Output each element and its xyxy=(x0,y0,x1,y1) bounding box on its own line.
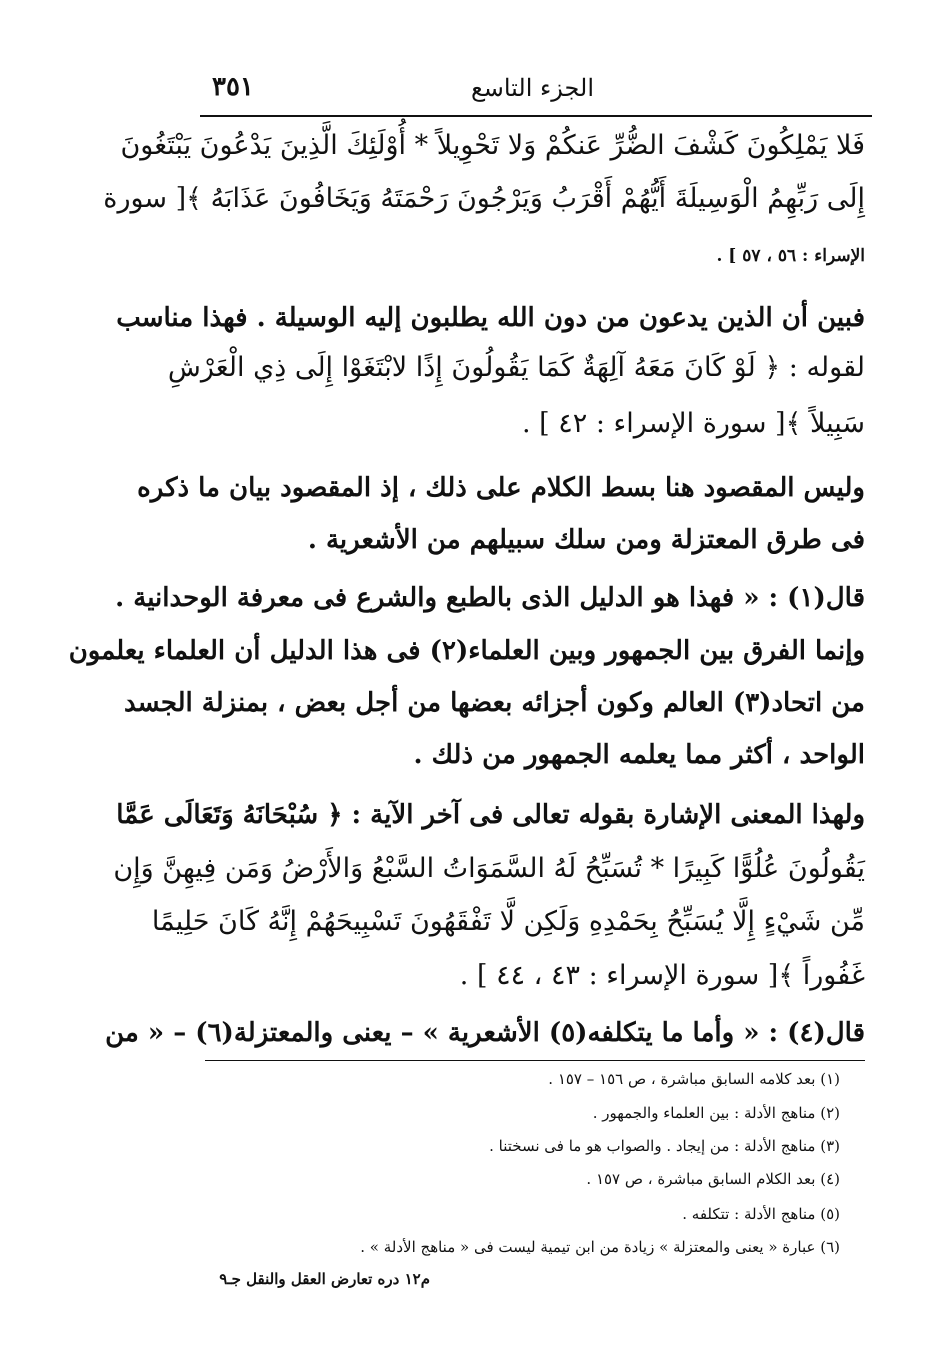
footnote: (٢) مناهج الأدلة : بين العلماء والجمهور . xyxy=(592,1104,840,1122)
running-title: الجزء التاسع xyxy=(470,74,595,102)
footnote: (٣) مناهج الأدلة : من إيجاد . والصواب هو ما فى نسختنا . xyxy=(489,1137,840,1155)
paragraph-line: الواحد ، أكثر مما يعلمه الجمهور من ذلك . xyxy=(413,740,865,770)
footnote: (٦) عبارة « يعنى والمعتزلة » زيادة من ابن تيمية ليست فى « مناهج الأدلة » . xyxy=(360,1238,840,1256)
verse-line: فَلا يَمْلِكُونَ كَشْفَ الضُّرِّ عَنكُمْ وَلا تَحْوِيلاً * أُوْلَئِكَ الَّذِينَ يَدْعُونَ يَبْتَغُونَ xyxy=(120,130,865,161)
paragraph-line: قال(١) : « فهذا هو الدليل الذى بالطبع والشرع فى معرفة الوحدانية . xyxy=(115,583,865,613)
verse-line: غَفُوراً ﴾[ سورة الإسراء : ٤٣ ، ٤٤ ] . xyxy=(459,960,865,991)
paragraph-line: قال(٤) : « وأما ما يتكلفه(٥) الأشعرية » – يعنى والمعتزلة(٦) – « من xyxy=(105,1018,865,1048)
paragraph-line: من اتحاد(٣) العالم وكون أجزائه بعضها من أجل بعض ، بمنزلة الجسد xyxy=(123,688,865,718)
header-rule xyxy=(200,115,872,117)
verse-citation: الإسراء : ٥٦ ، ٥٧ ] . xyxy=(716,246,865,266)
footnote-rule xyxy=(205,1060,865,1061)
page-header xyxy=(200,62,865,112)
paragraph-line: وليس المقصود هنا بسط الكلام على ذلك ، إذ المقصود بيان ما ذكره xyxy=(137,473,865,503)
verse-line: مِّن شَيْءٍ إِلَّا يُسَبِّحُ بِحَمْدِهِ وَلَكِن لَّا تَفْقَهُونَ تَسْبِيحَهُمْ إِنَّهُ كَانَ حَلِيمًا xyxy=(151,906,865,937)
verse-line: لقوله : ﴿ لَوْ كَانَ مَعَهُ آلِهَةٌ كَمَا يَقُولُونَ إِذًا لابْتَغَوْا إِلَى ذِي الْعَرْشِ xyxy=(167,352,865,383)
page-number: ٣٥١ xyxy=(212,72,254,102)
verse-line: إِلَى رَبِّهِمُ الْوَسِيلَةَ أَيُّهُمْ أَقْرَبُ وَيَرْجُونَ رَحْمَتَهُ وَيَخَافُونَ عَذَابَهُ ﴾[ سورة xyxy=(103,183,865,214)
footnote: (١) بعد كلامه السابق مباشرة ، ص ١٥٦ – ١٥٧ . xyxy=(548,1070,840,1088)
footnote: (٤) بعد الكلام السابق مباشرة ، ص ١٥٧ . xyxy=(586,1170,840,1188)
footnote: (٥) مناهج الأدلة : تتكلفه . xyxy=(682,1205,840,1223)
paragraph-line: فبين أن الذين يدعون من دون الله يطلبون إليه الوسيلة . فهذا مناسب xyxy=(116,303,865,333)
printer-signature: م١٢ دره تعارض العقل والنقل جـ٩ xyxy=(219,1270,430,1288)
paragraph-line: فى طرق المعتزلة ومن سلك سبيلهم من الأشعرية . xyxy=(307,525,865,555)
paragraph-line: وإنما الفرق بين الجمهور وبين العلماء(٢) فى هذا الدليل أن العلماء يعلمون xyxy=(68,636,865,666)
verse-line: سَبِيلاً ﴾[ سورة الإسراء : ٤٢ ] . xyxy=(521,408,865,439)
paragraph-line: ولهذا المعنى الإشارة بقوله تعالى فى آخر الآية : ﴿ سُبْحَانَهُ وَتَعَالَى عَمَّا xyxy=(116,800,865,830)
verse-line: يَقُولُونَ عُلُوًّا كَبِيرًا * تُسَبِّحُ لَهُ السَّمَوَاتُ السَّبْعُ وَالأَرْضُ وَمَن فِيهِنَّ وَإِن xyxy=(113,853,865,884)
